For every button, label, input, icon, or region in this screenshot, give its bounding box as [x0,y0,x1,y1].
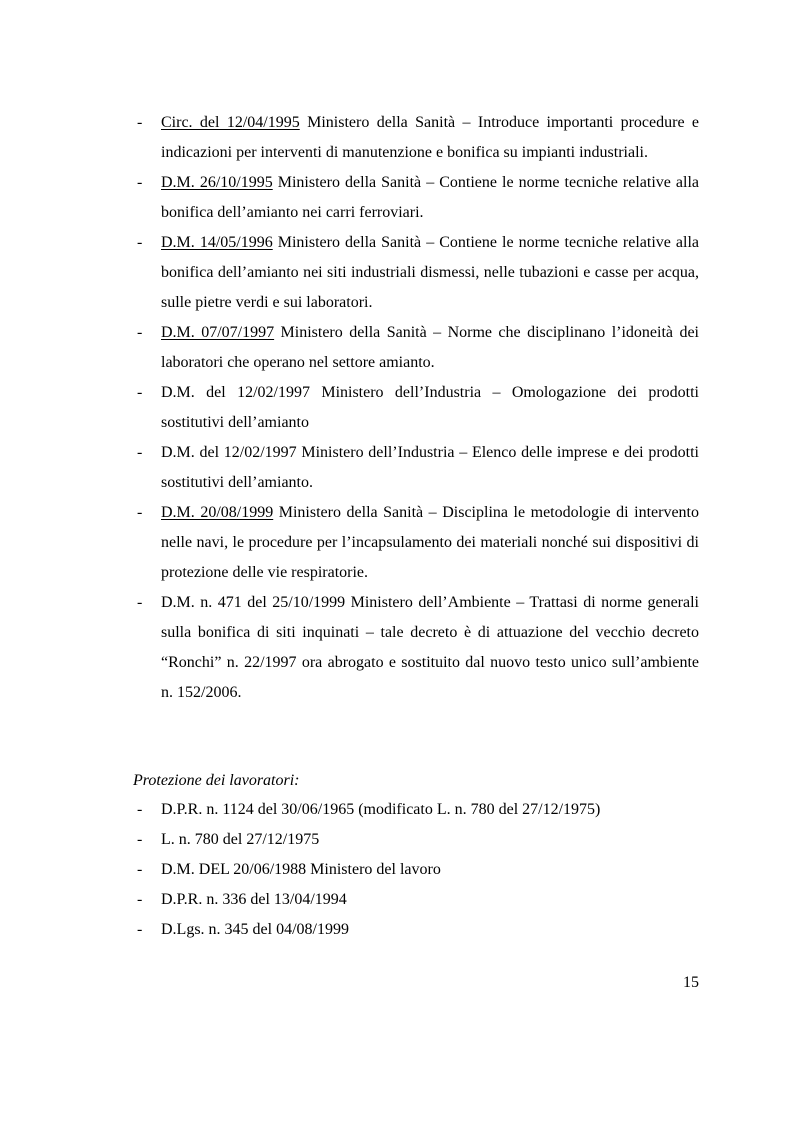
regulation-description: Ministero dell’Industria – Omologazione dei prodotti sostitutivi dell’amianto [161,384,700,431]
list-dash: - [137,504,143,521]
regulation-reference: D.M. 26/10/1995 [161,174,273,191]
list-dash: - [137,324,143,341]
page-number: 15 [683,974,699,991]
list-item-text: D.M. DEL 20/06/1988 Ministero del lavoro [161,861,441,878]
regulation-item [133,588,699,708]
list-item-text: L. n. 780 del 27/12/1975 [161,831,320,848]
list-item [133,855,699,885]
regulation-item [133,108,699,168]
list-dash: - [137,891,143,908]
list-item [133,825,699,855]
regulation-reference: D.M. 07/07/1997 [161,324,275,341]
regulation-item [133,438,699,498]
regulation-reference: D.M. del 12/02/1997 [161,444,297,461]
regulation-description: Ministero della Sanità – Contiene le norme tecniche relative alla bonifica dell’amianto nei carri ferroviari. [161,174,699,221]
regulation-item [133,228,699,318]
list-item-text: D.P.R. n. 1124 del 30/06/1965 (modificato L. n. 780 del 27/12/1975) [161,801,601,818]
regulation-reference: Circ. del 12/04/1995 [161,114,300,131]
list-dash: - [137,831,143,848]
list-item [133,915,699,945]
list-dash: - [137,234,143,251]
regulation-description: Ministero della Sanità – Introduce importanti procedure e indicazioni per interventi di manutenzione e bonifica su impianti industriali. [161,114,700,161]
list-dash: - [137,921,143,938]
regulation-description: Ministero della Sanità – Norme che disciplinano l’idoneità dei laboratori che operano nel settore amianto. [161,324,699,371]
list-item-text: D.Lgs. n. 345 del 04/08/1999 [161,921,349,938]
list-item [133,885,699,915]
list-dash: - [137,801,143,818]
regulation-item [133,168,699,228]
regulations-list [133,108,699,708]
section-title-workers-protection: Protezione dei lavoratori: [133,772,300,789]
regulation-description: Ministero dell’Ambiente – Trattasi di norme generali sulla bonifica di siti inquinati – tale decreto è di attuazione del vecchio decreto “Ronchi” n. 22/1997 ora abrogato e sostituito dal nuovo testo unico sull’ambiente n. 152/2006. [161,594,699,701]
list-dash: - [137,594,143,611]
list-dash: - [137,384,143,401]
regulation-description: Ministero della Sanità – Disciplina le metodologie di intervento nelle navi, le procedure per l’incapsulamento dei materiali nonché sui dispositivi di protezione delle vie respiratorie. [161,504,699,581]
list-dash: - [137,174,143,191]
list-dash: - [137,114,143,131]
regulation-reference: D.M. del 12/02/1997 [161,384,310,401]
regulation-reference: D.M. 20/08/1999 [161,504,274,521]
list-item-text: D.P.R. n. 336 del 13/04/1994 [161,891,347,908]
regulation-reference: D.M. n. 471 del 25/10/1999 [161,594,346,611]
regulation-description: Ministero della Sanità – Contiene le norme tecniche relative alla bonifica dell’amianto nei siti industriali dismessi, nelle tubazioni e casse per acqua, sulle pietre verdi e sui laboratori. [161,234,699,311]
list-item [133,795,699,825]
regulation-reference: D.M. 14/05/1996 [161,234,273,251]
list-dash: - [137,861,143,878]
regulation-description: Ministero dell’Industria – Elenco delle imprese e dei prodotti sostitutivi dell’amianto. [161,444,700,491]
list-dash: - [137,444,143,461]
regulation-item [133,378,699,438]
regulation-item [133,318,699,378]
workers-protection-list [133,795,699,945]
regulation-item [133,498,699,588]
